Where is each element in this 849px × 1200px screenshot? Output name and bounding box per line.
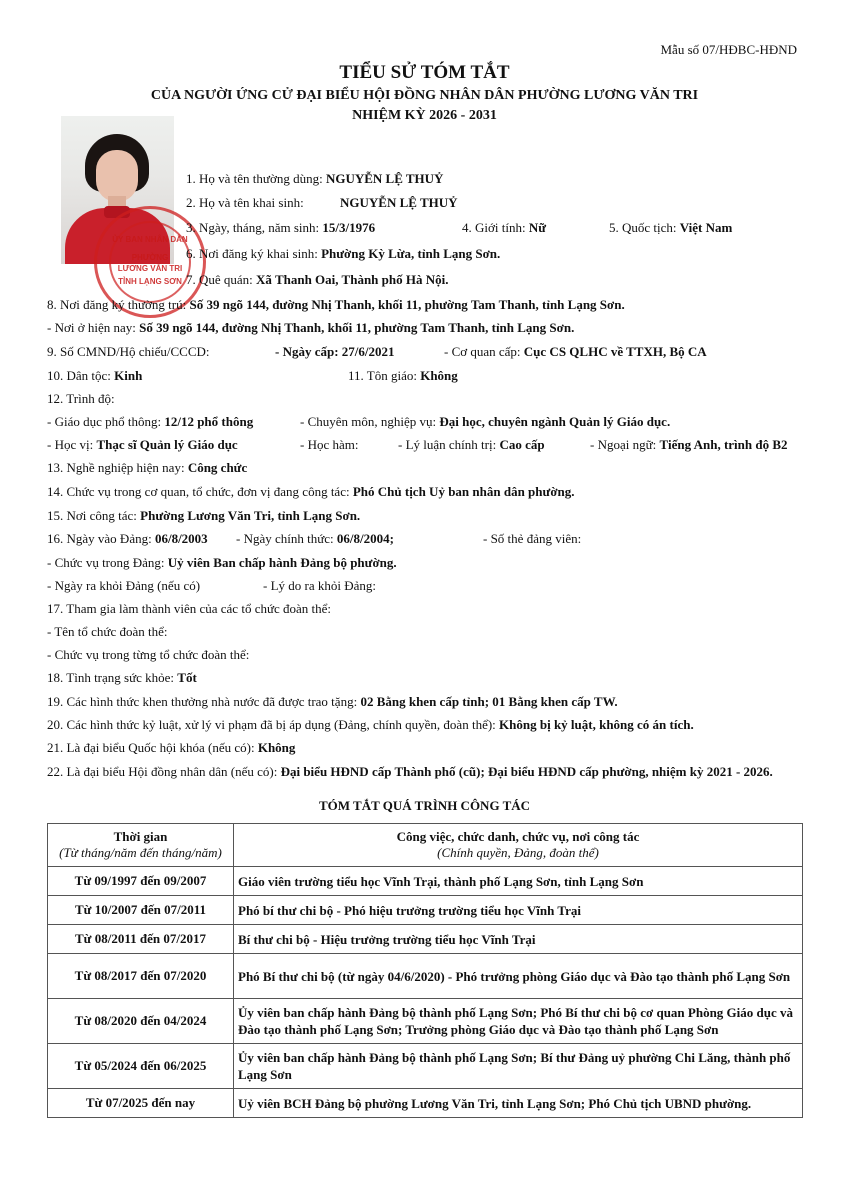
field-hometown: 7. Quê quán: Xã Thanh Oai, Thành phố Hà Nội. bbox=[186, 272, 449, 287]
field-organization-name: - Tên tổ chức đoàn thể: bbox=[47, 624, 168, 639]
career-period: Từ 08/2017 đến 07/2020 bbox=[48, 954, 234, 999]
field-id-issuer: - Cơ quan cấp: Cục CS QLHC về TTXH, Bộ CA bbox=[444, 344, 707, 359]
field-religion: 11. Tôn giáo: Không bbox=[348, 368, 458, 383]
field-common-name: 1. Họ và tên thường dùng: NGUYỄN LỆ THUỶ bbox=[186, 171, 444, 186]
career-description: Phó bí thư chi bộ - Phó hiệu trưởng trường tiểu học Vĩnh Trại bbox=[234, 896, 803, 925]
table-row bbox=[48, 925, 803, 954]
field-workplace: 15. Nơi công tác: Phường Lương Văn Tri, tỉnh Lạng Sơn. bbox=[47, 508, 361, 523]
career-section-title: TÓM TẮT QUÁ TRÌNH CÔNG TÁC bbox=[318, 798, 531, 813]
field-party-card: - Số thẻ đảng viên: bbox=[483, 531, 582, 546]
field-discipline: 20. Các hình thức kỷ luật, xử lý vi phạm đã bị áp dụng (Đảng, chính quyền, đoàn thể): Không bị kỷ luật, không có án tích. bbox=[47, 717, 694, 732]
field-id-number: 9. Số CMND/Hộ chiếu/CCCD: bbox=[47, 344, 210, 359]
field-political-theory: - Lý luận chính trị: Cao cấp bbox=[398, 437, 545, 452]
career-description: Bí thư chi bộ - Hiệu trưởng trường tiểu học Vĩnh Trại bbox=[234, 925, 803, 954]
field-academic-rank: - Học hàm: bbox=[300, 437, 359, 452]
career-period: Từ 09/1997 đến 09/2007 bbox=[48, 867, 234, 896]
career-col-period-header: Thời gian (Từ tháng/năm đến tháng/năm) bbox=[48, 824, 234, 867]
career-period: Từ 07/2025 đến nay bbox=[48, 1089, 234, 1118]
field-birth-name-value: NGUYỄN LỆ THUỶ bbox=[340, 195, 458, 210]
field-foreign-language: - Ngoại ngữ: Tiếng Anh, trình độ B2 bbox=[590, 437, 788, 452]
field-academic-degree: - Học vị: Thạc sĩ Quản lý Giáo dục bbox=[47, 437, 238, 452]
field-party-position: - Chức vụ trong Đảng: Uỷ viên Ban chấp hành Đảng bộ phường. bbox=[47, 555, 397, 570]
career-description: Phó Bí thư chi bộ (từ ngày 04/6/2020) - Phó trưởng phòng Giáo dục và Đào tạo thành phố Lạng Sơn bbox=[234, 954, 803, 999]
table-row bbox=[48, 954, 803, 999]
table-row bbox=[48, 999, 803, 1044]
field-national-assembly: 21. Là đại biểu Quốc hội khóa (nếu có): Không bbox=[47, 740, 296, 755]
career-description: Ủy viên ban chấp hành Đảng bộ thành phố Lạng Sơn; Phó Bí thư chi bộ cơ quan Phòng Giáo dục và Đào tạo thành phố Lạng Sơn; Trưởng phòng Giáo dục và Đào tạo thành phố Lạng Sơn bbox=[234, 999, 803, 1044]
field-birth-place: 6. Nơi đăng ký khai sinh: Phường Kỳ Lừa, tỉnh Lạng Sơn. bbox=[186, 246, 501, 261]
field-major: - Chuyên môn, nghiệp vụ: Đại học, chuyên ngành Quản lý Giáo dục. bbox=[300, 414, 671, 429]
career-description: Ủy viên ban chấp hành Đảng bộ thành phố Lạng Sơn; Bí thư Đảng uỷ phường Chi Lăng, thành phố Lạng Sơn bbox=[234, 1044, 803, 1089]
field-qualification: 12. Trình độ: bbox=[47, 391, 115, 406]
career-table bbox=[47, 823, 803, 1118]
field-peoples-council: 22. Là đại biểu Hội đồng nhân dân (nếu có): Đại biểu HĐND cấp Thành phố (cũ); Đại biểu HĐND cấp phường, nhiệm kỳ 2021 - 2026. bbox=[47, 764, 773, 779]
field-occupation: 13. Nghề nghiệp hiện nay: Công chức bbox=[47, 460, 248, 475]
field-party-exit-reason: - Lý do ra khỏi Đảng: bbox=[263, 578, 377, 593]
table-row bbox=[48, 1044, 803, 1089]
field-ethnicity: 10. Dân tộc: Kinh bbox=[47, 368, 143, 383]
career-col-desc-header: Công việc, chức danh, chức vụ, nơi công tác (Chính quyền, Đảng, đoàn thể) bbox=[234, 824, 803, 867]
field-id-issue-date: - Ngày cấp: 27/6/2021 bbox=[275, 344, 395, 359]
career-period: Từ 08/2011 đến 07/2017 bbox=[48, 925, 234, 954]
document-title: TIỂU SỬ TÓM TẮT bbox=[339, 62, 510, 83]
career-period: Từ 08/2020 đến 04/2024 bbox=[48, 999, 234, 1044]
field-position: 14. Chức vụ trong cơ quan, tổ chức, đơn vị đang công tác: Phó Chủ tịch Uỷ ban nhân dân phường. bbox=[47, 484, 575, 499]
table-row bbox=[48, 896, 803, 925]
field-birth-date: 3. Ngày, tháng, năm sinh: 15/3/1976 bbox=[186, 220, 376, 235]
field-nationality: 5. Quốc tịch: Việt Nam bbox=[609, 220, 733, 235]
field-awards: 19. Các hình thức khen thưởng nhà nước đã được trao tặng: 02 Bằng khen cấp tỉnh; 01 Bằng khen cấp TW. bbox=[47, 694, 618, 709]
field-party-join-date: 16. Ngày vào Đảng: 06/8/2003 bbox=[47, 531, 208, 546]
table-row bbox=[48, 867, 803, 896]
official-seal: ỦY BAN NHÂN DÂN PHƯỜNG LƯƠNG VĂN TRI TỈNH LẠNG SƠN bbox=[94, 206, 206, 318]
field-permanent-address: 8. Nơi đăng ký thường trú: Số 39 ngõ 144, đường Nhị Thanh, khối 11, phường Tam Thanh, tỉnh Lạng Sơn. bbox=[47, 297, 625, 312]
field-general-education: - Giáo dục phổ thông: 12/12 phổ thông bbox=[47, 414, 254, 429]
field-current-address: - Nơi ở hiện nay: Số 39 ngõ 144, đường Nhị Thanh, khối 11, phường Tam Thanh, tỉnh Lạng Sơn. bbox=[47, 320, 575, 335]
field-party-exit-date: - Ngày ra khỏi Đảng (nếu có) bbox=[47, 578, 201, 593]
document-term: NHIỆM KỲ 2026 - 2031 bbox=[352, 108, 497, 123]
document-subtitle: CỦA NGƯỜI ỨNG CỬ ĐẠI BIỂU HỘI ĐỒNG NHÂN DÂN PHƯỜNG LƯƠNG VĂN TRI bbox=[150, 88, 699, 103]
field-organizations: 17. Tham gia làm thành viên của các tổ chức đoàn thể: bbox=[47, 601, 332, 616]
form-code: Mẫu số 07/HĐBC-HĐND bbox=[660, 42, 797, 57]
career-description: Uỷ viên BCH Đảng bộ phường Lương Văn Tri, tỉnh Lạng Sơn; Phó Chủ tịch UBND phường. bbox=[234, 1089, 803, 1118]
career-description: Giáo viên trường tiểu học Vĩnh Trại, thành phố Lạng Sơn, tỉnh Lạng Sơn bbox=[234, 867, 803, 896]
field-gender: 4. Giới tính: Nữ bbox=[462, 220, 547, 235]
career-period: Từ 10/2007 đến 07/2011 bbox=[48, 896, 234, 925]
field-birth-name: 2. Họ và tên khai sinh: bbox=[186, 195, 304, 210]
field-health: 18. Tình trạng sức khỏe: Tốt bbox=[47, 670, 197, 685]
field-party-official-date: - Ngày chính thức: 06/8/2004; bbox=[236, 531, 394, 546]
table-row bbox=[48, 1089, 803, 1118]
field-organization-role: - Chức vụ trong từng tổ chức đoàn thể: bbox=[47, 647, 250, 662]
career-table-header bbox=[48, 824, 803, 867]
career-period: Từ 05/2024 đến 06/2025 bbox=[48, 1044, 234, 1089]
